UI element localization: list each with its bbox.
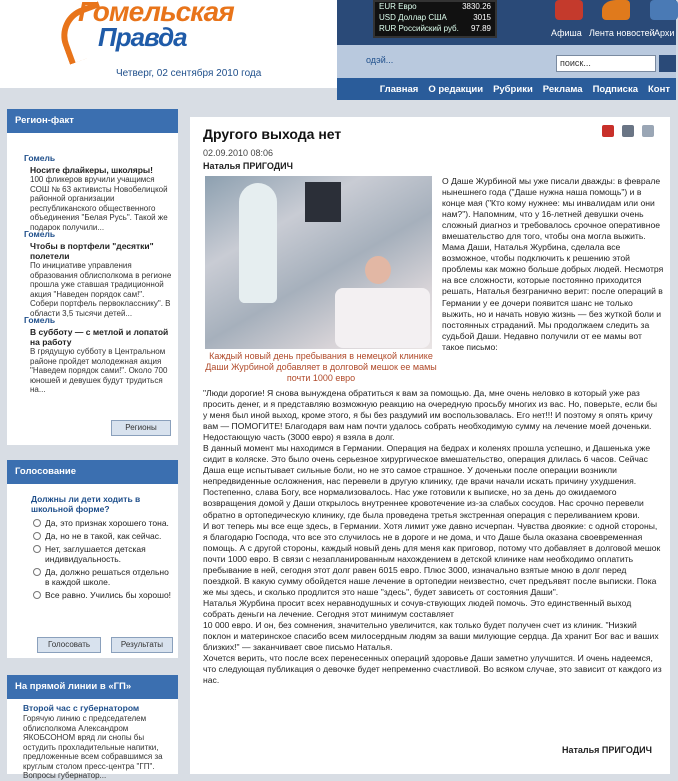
poll-option[interactable] (33, 518, 172, 528)
news-text: По инициативе управления образования облисполкома в регионе прошла уже ставшая традиционной акция "Наведен порядок сам!". Собери портфель первокласснику". В области 3,5 тысячи детей... (30, 261, 172, 318)
news-text: В грядущую субботу в Центральном районе пройдет молодежная акция "Наведем порядок сами!". Около 700 юношей и девушек будут трудиться на... (30, 347, 168, 394)
article-body (203, 388, 663, 686)
poll-option-label: Да, но не в такой, как сейчас. (45, 531, 162, 541)
poll-option-label: Да, должно решаться отдельно в каждой школе. (45, 567, 169, 587)
article (190, 117, 670, 774)
hotline-box (7, 675, 178, 780)
pdf-icon[interactable] (602, 125, 614, 137)
article-tools (602, 125, 654, 137)
site-logo[interactable] (60, 0, 280, 70)
radio-icon[interactable] (33, 545, 41, 553)
news-feed-link[interactable]: Лента новостей (589, 28, 655, 38)
hotline-title[interactable]: Второй час с губернатором (23, 703, 140, 713)
poll-option[interactable] (33, 531, 172, 541)
nav-home[interactable]: Главная (379, 83, 419, 95)
nav-about[interactable]: О редакции (428, 83, 484, 95)
news-text: 100 фликеров вручили учащимся СОШ № 63 активисты Новобелицкой районной организации республиканского общественного объединения "Белая Русь". Такой же подарок получили... (30, 175, 168, 232)
archive-icon[interactable] (650, 0, 678, 20)
regions-button[interactable]: Регионы (111, 420, 171, 436)
radio-icon[interactable] (33, 591, 41, 599)
poll-question: Должны ли дети ходить в школьной форме? (31, 494, 141, 514)
article-paragraph: "Люди дорогие! Я снова вынуждена обратиться к вам за помощью. Да, мне очень неловко в который уже раз просить денег, и я представляю возможную реакцию на очередную просьбу многих из вас. Но, поверьте, если бы у меня был иной выход, кроме этого, я бы без раздумий им воспользовалась. Его нет!!! И поэтому я опять кричу вам — ПОМОГИТЕ! Благодаря вам нам почти удалось собрать необходимую сумму на лечение моей доченьки. Недостающую часть (3000 евро) я взяла в долг. (203, 388, 658, 443)
rate-value: 3830.26 (462, 2, 491, 11)
rate-value: 97.89 (470, 24, 491, 33)
photo-monitor (305, 182, 341, 222)
search-input[interactable]: поиск... (556, 55, 656, 72)
rate-value: 3015 (473, 13, 491, 22)
news-city[interactable]: Гомель (24, 153, 56, 163)
photo-patient (365, 256, 391, 284)
current-date: Четверг, 02 сентября 2010 года (116, 68, 262, 79)
poll-heading: Голосование (7, 460, 178, 484)
hotline-text: Горячую линию с председателем облисполкома Александром ЯКОБСОНОМ вряд ли снопы бы остудить прохладительные напитки, предложенные всем собравшимся за круглым столом пресс-центра "ГП". Вопросы губернатор... (23, 714, 163, 780)
news-city[interactable]: Гомель (24, 229, 56, 239)
news-title[interactable]: Носите флайкеры, школяры! (30, 165, 154, 175)
archive-link[interactable]: Архи (654, 28, 675, 38)
logo-line-2: Правда (98, 22, 187, 52)
nav-rubrics[interactable]: Рубрики (493, 83, 533, 95)
article-paragraph: Наталья Журбина просит всех неравнодушных и сочув-ствующих людей помочь. Это единственный выход собрать деньги на лечение. Сегодня этот минимум составляет (203, 597, 632, 619)
article-author: Наталья ПРИГОДИЧ (203, 161, 293, 171)
article-date: 02.09.2010 08:06 (203, 148, 274, 158)
hotline-heading: На прямой линии в «ГП» (7, 675, 178, 699)
rate-name: USD Доллар США (379, 13, 447, 22)
poll-box (7, 460, 178, 658)
rate-row (379, 24, 491, 35)
news-title[interactable]: Чтобы в портфели "десятки" полетели (30, 241, 154, 261)
region-heading: Регион-факт (7, 109, 178, 133)
news-city[interactable]: Гомель (24, 315, 56, 325)
search-button[interactable] (659, 55, 676, 72)
currency-rates (373, 0, 497, 38)
poll-option-label: Нет, заглушается детская индивидуальность. (45, 544, 146, 564)
afisha-icon[interactable] (555, 0, 583, 20)
poll-option[interactable] (33, 544, 172, 564)
rate-row (379, 2, 491, 13)
results-button[interactable]: Результаты (111, 637, 173, 653)
email-icon[interactable] (642, 125, 654, 137)
poll-option-label: Да, это признак хорошего тона. (45, 518, 169, 528)
poll-option[interactable] (33, 567, 172, 587)
news-title[interactable]: В субботу — с метлой и лопатой на работу (30, 327, 169, 347)
article-photo (205, 176, 432, 349)
region-fact-box (7, 109, 178, 445)
vote-button[interactable]: Голосовать (37, 637, 101, 653)
main-nav (337, 78, 676, 100)
search-prefix: одэй... (366, 55, 394, 65)
rate-name: EUR Евро (379, 2, 417, 11)
rate-name: RUR Российский руб. (379, 24, 459, 33)
nav-contacts[interactable]: Конт (648, 83, 670, 95)
photo-nurse (239, 183, 277, 303)
radio-icon[interactable] (33, 519, 41, 527)
article-title: Другого выхода нет (203, 126, 342, 142)
poll-option[interactable] (33, 590, 172, 600)
radio-icon[interactable] (33, 568, 41, 576)
photo-caption: Каждый новый день пребывания в немецкой клинике Даши Журбиной добавляет в долговой мешок ее мамы почти 1000 евро (205, 351, 437, 383)
afisha-link[interactable]: Афиша (551, 28, 582, 38)
nav-ads[interactable]: Реклама (542, 83, 583, 95)
poll-option-label: Все равно. Учились бы хорошо! (45, 590, 172, 600)
print-icon[interactable] (622, 125, 634, 137)
article-signature: Наталья ПРИГОДИЧ (562, 745, 652, 755)
logo-line-1: Гомельская (78, 0, 234, 27)
nav-subscription[interactable]: Подписка (592, 83, 638, 95)
article-lead: О Даше Журбиной мы уже писали дважды: в феврале нынешнего года ("Даше нужна наша помощь") и в конце мая ("Кто кому нужнее: мы инвалидам или они нам?"). Напомним, что у 16-летней девушки очень сложный диагноз и требовалось срочное оперативное вмешательство для того, чтобы она могла выжить. Мама Даши, Наталья Журбина, сделала все возможное, чтобы подключить к решению этой проблемы как можно больше добрых людей. Несмотря на все сложности, которые постоянно приходится решать, Наталья безгранично верит: после операций в Германии у ее дочери появится шанс не только выжить, но и начать новую жизнь — без жуткой боли и постоянных страданий. Мы продолжаем следить за судьбой Даши. Недавно получили от ее мамы вот такое письмо: (442, 176, 664, 352)
article-paragraph: В данный момент мы находимся в Германии. Операция на бедрах и коленях прошла успешно, и Дашенька уже сидит в коляске. Это было очень серьезное хирургическое вмешательство, операция длилась 6 часов. Сейчас Даша еще испытывает сильные боли, но не это самое страшное. У доченьки после операции возникли непредвиденные осложнения, нас перевели в другую клинику, где врачи начали искать причину ухудшения. Постепенно, слава Богу, все нормализовалось. Нас уже готовили к выписке, но за день до ожидаемого возвращения домой у Даши открылось внутреннее кровотечение из-за слабых сосудов. Нас срочно перевели обратно в ортопедическую клинику, где была проведена третья экстренная операция с переливанием крови. (203, 443, 651, 520)
article-paragraph: Хочется верить, что после всех перенесенных операций здоровье Даши заметно улучшится. И очень надеемся, что следующая публикация о девочке будет непременно счастливой. Во всяком случае, это зависит от каждого из нас. (203, 653, 662, 686)
radio-icon[interactable] (33, 532, 41, 540)
rss-icon[interactable] (602, 0, 630, 20)
article-paragraph: 10 000 евро. И он, без сомнения, значительно увеличится, как только будет получен счет из клиник. "Низкий поклон и материнское спасибо всем милосердным людям за ваши милующие сердца. Да хранит Бог вас и ваших близких!" — заканчивает свое письмо Наталья. (203, 619, 659, 653)
article-paragraph: И вот теперь мы все еще здесь, в Германии. Хотя лимит уже давно исчерпан. Чувства двоякие: с одной стороны, я благодарю Господа, что все это случилось не в дороге и не дома, и что Даше была оказана своевременная помощь. А с другой стороны, каждый новый день для меня как приговор, потому что добавляет в долговой мешок почти 1000 евро. В связи с незапланированным нахождением в детской клинике нам необходимо оплатить пребывание в ней, сегодня этот долг равен 6015 евро. Плюс 3000, изначально взятые мною в долг перед поездкой. В какую сумму обойдется наше лечение в ортопедии неизвестно, счет предъявят после выписки. Пока же мы здесь, и сколько продлится это наше "здесь", будет зависеть от состояния Даши". (203, 520, 661, 597)
rate-row (379, 13, 491, 24)
photo-bed (335, 288, 430, 348)
